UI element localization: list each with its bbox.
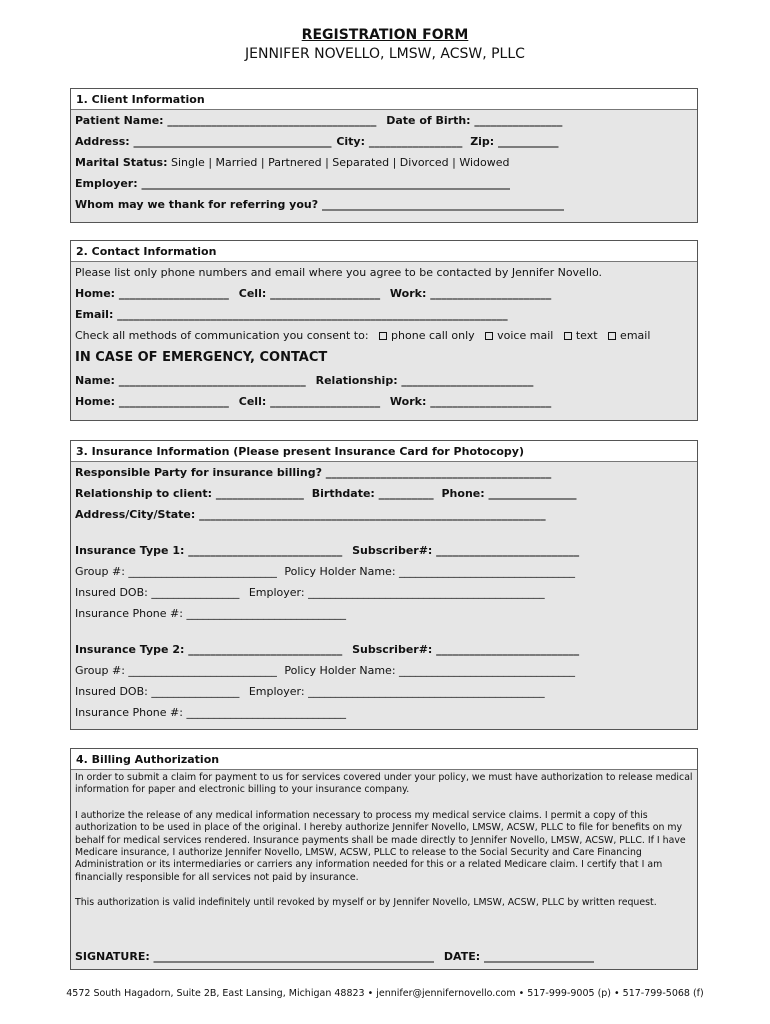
employer-1-field[interactable]: Employer: ___________________________________________ [248,586,545,599]
insured-dob-1-row [71,582,697,603]
relationship-field[interactable]: Relationship to client: ________________ [75,487,304,500]
billing-paragraph-2: I authorize the release of any medical information necessary to process my medical service claims. I permit a copy of this authorization to be used in place of the original. I hereby authorize Jennifer Novello, LMSW, ACSW, PLLC to file for benefits on my behalf for medical services rendered. Insurance payments shall be made directly to Jennifer Novello, LMSW, ACSW, PLLC. If I have Medicare insurance, I authorize Jennifer Novello, LMSW, ACSW, PLLC to release to the Social Security and Care Financing Administration or its intermediaries or carriers any information needed for this or a related Medicare claim. I certify that I am financially responsible for all services not paid by insurance. [75,809,686,883]
phone-call-option: phone call only [391,329,475,342]
marital-status-options[interactable]: Single | Married | Partnered | Separated | Divorced | Widowed [171,156,510,169]
insurance-type-1-field[interactable]: Insurance Type 1: ____________________________ [75,544,343,557]
form-subtitle: JENNIFER NOVELLO, LMSW, ACSW, PLLC [245,46,525,62]
work-phone-field[interactable]: Work: ______________________ [389,287,552,300]
consent-row [71,325,697,346]
contact-information-section [70,240,698,421]
phone-call-checkbox[interactable] [379,332,387,340]
birthdate-field[interactable]: Birthdate: __________ [311,487,434,500]
insurance-1-row [71,540,697,561]
insured-dob-1-field[interactable]: Insured DOB: ________________ [75,586,240,599]
group-2-row [71,660,697,681]
address-field[interactable]: Address: ____________________________________ [75,135,332,148]
signature-field[interactable]: SIGNATURE: ___________________________________________________ [75,950,435,963]
insured-dob-2-row [71,681,697,702]
address-row [71,131,697,152]
emergency-cell-field[interactable]: Cell: ____________________ [238,395,381,408]
insurance-information-section [70,440,698,730]
responsible-party-field[interactable]: Responsible Party for insurance billing? _________________________________________ [75,466,552,479]
home-phone-field[interactable]: Home: ____________________ [75,287,229,300]
subscriber-1-field[interactable]: Subscriber#: __________________________ [352,544,580,557]
subscriber-2-field[interactable]: Subscriber#: __________________________ [352,643,580,656]
voice-mail-checkbox[interactable] [485,332,493,340]
insurance-address-field[interactable]: Address/City/State: _______________________________________________________________ [75,508,546,521]
consent-label: Check all methods of communication you consent to: [75,329,369,342]
marital-status-label: Marital Status: [75,156,168,169]
cell-phone-field[interactable]: Cell: ____________________ [238,287,381,300]
group-1-row [71,561,697,582]
employer-field[interactable]: Employer: ___________________________________________________________________ [75,177,510,190]
patient-name-field[interactable]: Patient Name: ______________________________________ [75,114,377,127]
footer-contact: 4572 South Hagadorn, Suite 2B, East Lansing, Michigan 48823 • jennifer@jennifernovello.com • 517-999-9005 (p) • 517-799-5068 (f) [66,988,704,999]
date-of-birth-field[interactable]: Date of Birth: ________________ [386,114,563,127]
insurance-phone-1-field[interactable]: Insurance Phone #: _____________________________ [75,607,346,620]
client-information-section [70,88,698,223]
patient-row [71,110,697,131]
section-heading: 3. Insurance Information (Please present Insurance Card for Photocopy) [71,441,697,462]
date-field[interactable]: DATE: ____________________ [443,950,594,963]
billing-paragraph-1: In order to submit a claim for payment to us for services covered under your policy, we must have authorization to release medical information for paper and electronic billing to your insurance company. [75,772,693,796]
employer-2-field[interactable]: Employer: ___________________________________________ [248,685,545,698]
email-option: email [620,329,651,342]
phone-field[interactable]: Phone: ________________ [441,487,577,500]
form-title: REGISTRATION FORM [301,27,469,43]
section-heading: 1. Client Information [71,89,697,110]
emergency-phones-row [71,391,697,412]
insurance-2-row [71,639,697,660]
insured-dob-2-field[interactable]: Insured DOB: ________________ [75,685,240,698]
relationship-row [71,483,697,504]
section-heading: 2. Contact Information [71,241,697,262]
emergency-heading: IN CASE OF EMERGENCY, CONTACT [75,350,328,365]
emergency-name-row [71,370,697,391]
contact-intro: Please list only phone numbers and email where you agree to be contacted by Jennifer Novello. [75,266,602,279]
email-field[interactable]: Email: _______________________________________________________________________ [75,308,508,321]
signature-row [71,946,594,967]
email-checkbox[interactable] [608,332,616,340]
policy-holder-2-field[interactable]: Policy Holder Name: ________________________________ [284,664,576,677]
billing-paragraph-3: This authorization is valid indefinitely until revoked by myself or by Jennifer Novello, LMSW, ACSW, PLLC by written request. [75,897,657,909]
text-option: text [575,329,598,342]
emergency-home-field[interactable]: Home: ____________________ [75,395,229,408]
section-heading: 4. Billing Authorization [71,749,697,770]
billing-authorization-section [70,748,698,970]
policy-holder-1-field[interactable]: Policy Holder Name: ________________________________ [284,565,576,578]
text-checkbox[interactable] [564,332,572,340]
emergency-work-field[interactable]: Work: ______________________ [389,395,552,408]
referral-field[interactable]: Whom may we thank for referring you? ____________________________________________ [75,198,564,211]
emergency-relationship-field[interactable]: Relationship: ________________________ [315,374,534,387]
city-field[interactable]: City: _________________ [336,135,463,148]
group-2-field[interactable]: Group #: ___________________________ [75,664,277,677]
insurance-type-2-field[interactable]: Insurance Type 2: ____________________________ [75,643,343,656]
contact-phones-row [71,283,697,304]
marital-status-row [71,152,697,173]
group-1-field[interactable]: Group #: ___________________________ [75,565,277,578]
zip-field[interactable]: Zip: ___________ [470,135,559,148]
voice-mail-option: voice mail [497,329,554,342]
insurance-phone-2-field[interactable]: Insurance Phone #: _____________________________ [75,706,346,719]
emergency-name-field[interactable]: Name: __________________________________ [75,374,306,387]
